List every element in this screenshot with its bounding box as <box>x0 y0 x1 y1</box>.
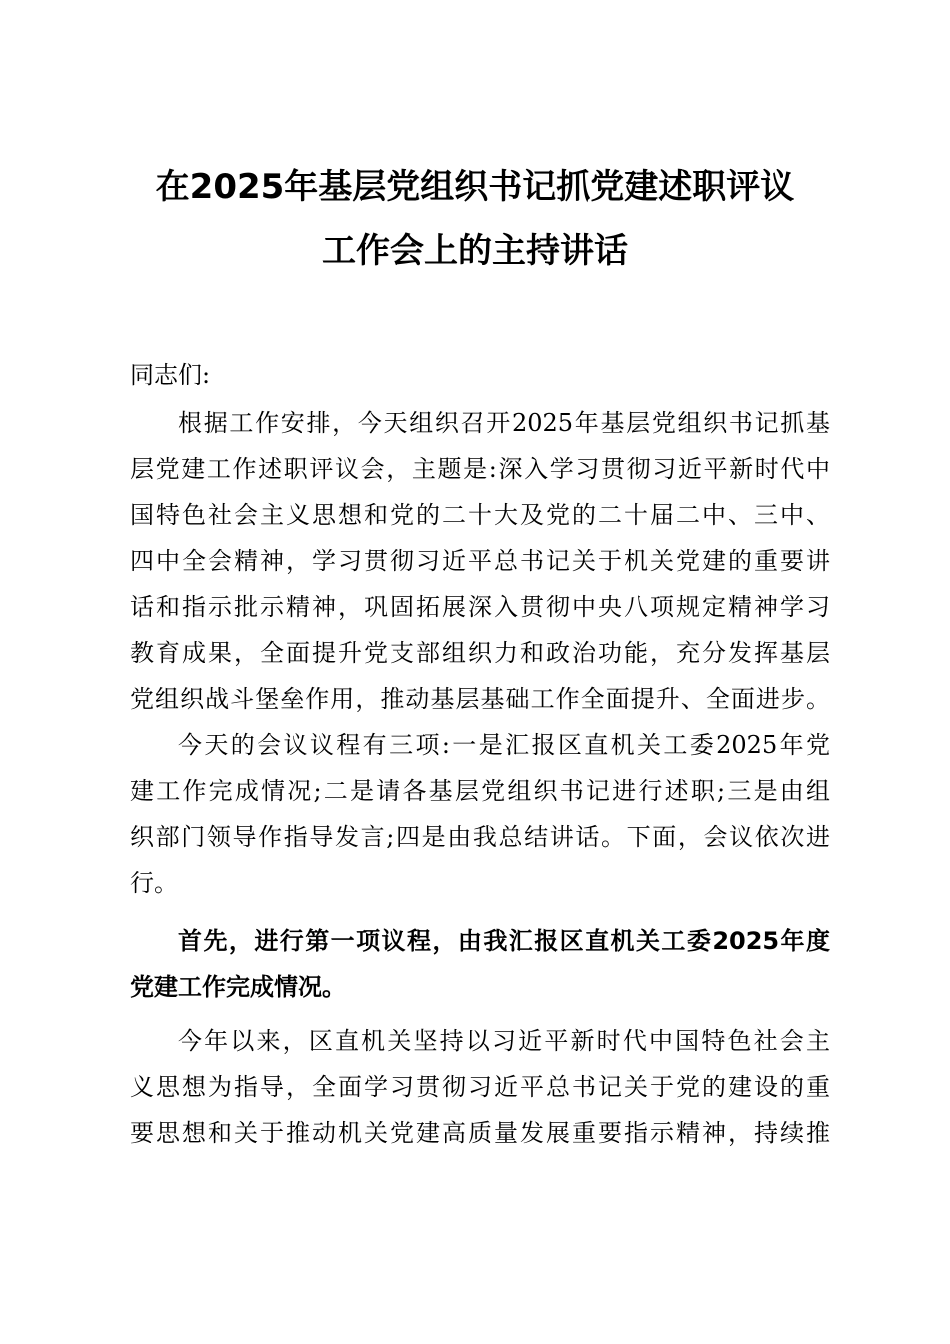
text-line: 话和指示批示精神，巩固拓展深入贯彻中央八项规定精神学习 <box>130 593 830 621</box>
text-line: 织部门领导作指导发言;四是由我总结讲话。下面，会议依次进 <box>130 823 830 851</box>
text-line: 层党建工作述职评议会，主题是:深入学习贯彻习近平新时代中 <box>130 455 830 483</box>
text-line: 根据工作安排，今天组织召开2025年基层党组织书记抓基 <box>178 409 830 437</box>
text-line: 国特色社会主义思想和党的二十大及党的二十届二中、三中、 <box>130 501 830 529</box>
text-line: 今年以来，区直机关坚持以习近平新时代中国特色社会主 <box>178 1027 830 1055</box>
text-line: 行。 <box>130 869 178 897</box>
text-line: 要思想和关于推动机关党建高质量发展重要指示精神，持续推 <box>130 1119 830 1147</box>
text-line: 党组织战斗堡垒作用，推动基层基础工作全面提升、全面进步。 <box>130 685 830 713</box>
document-title-line-1: 在2025年基层党组织书记抓党建述职评议 <box>155 167 795 207</box>
document-title-line-2: 工作会上的主持讲话 <box>322 231 628 271</box>
text-line: 义思想为指导，全面学习贯彻习近平总书记关于党的建设的重 <box>130 1073 830 1101</box>
text-line: 建工作完成情况;二是请各基层党组织书记进行述职;三是由组 <box>130 777 830 805</box>
salutation: 同志们: <box>130 361 211 389</box>
text-line: 四中全会精神，学习贯彻习近平总书记关于机关党建的重要讲 <box>130 547 830 575</box>
text-line: 今天的会议议程有三项:一是汇报区直机关工委2025年党 <box>178 731 830 759</box>
text-line: 教育成果，全面提升党支部组织力和政治功能，充分发挥基层 <box>130 639 830 667</box>
text-line: 首先，进行第一项议程，由我汇报区直机关工委2025年度 <box>178 927 830 955</box>
text-line: 党建工作完成情况。 <box>130 973 346 1001</box>
